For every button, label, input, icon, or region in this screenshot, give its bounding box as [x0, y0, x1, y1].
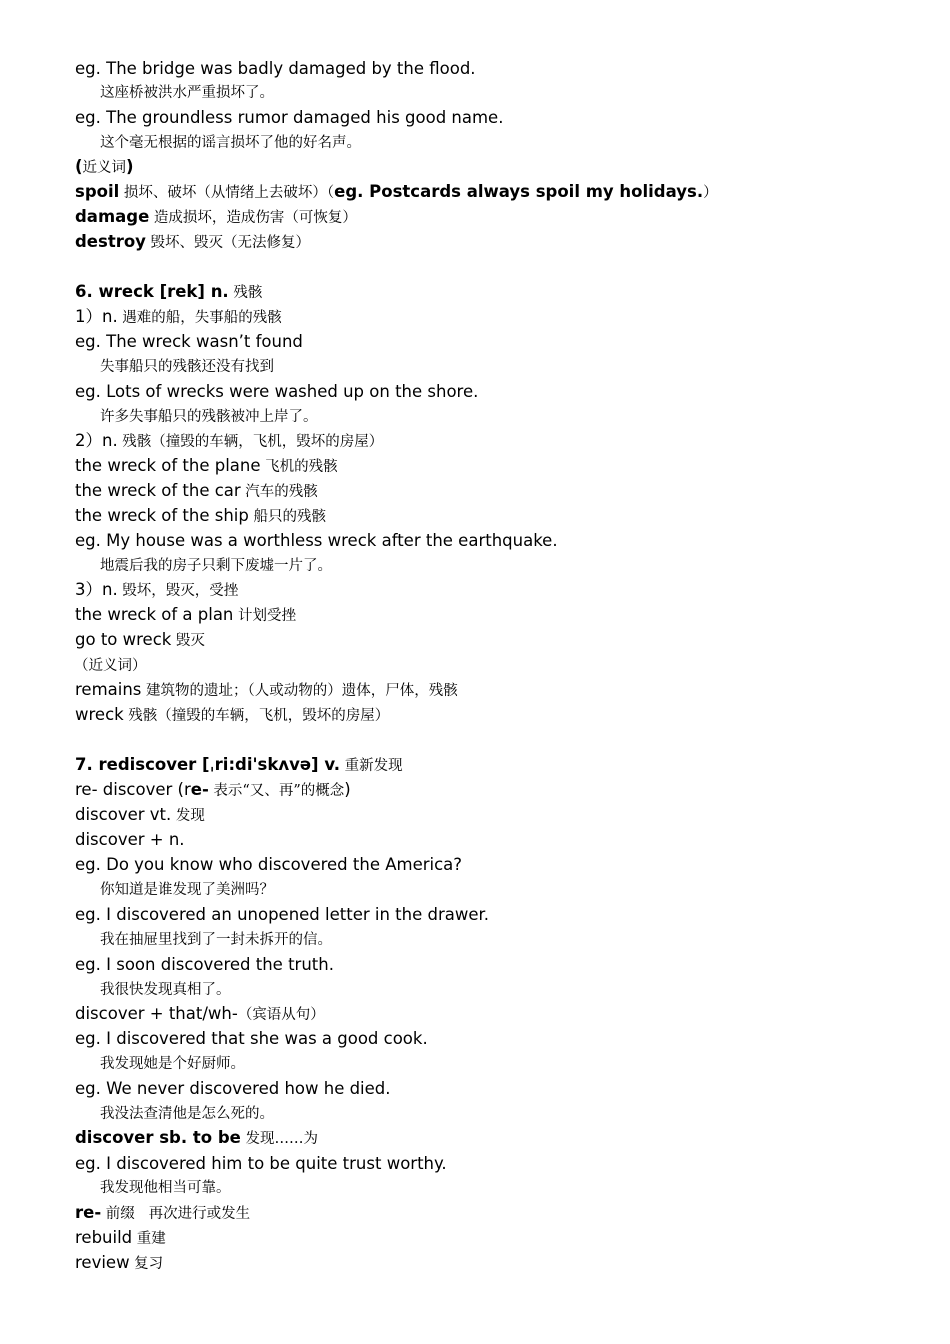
translation: 地震后我的房子只剩下废墟一片了。 [100, 558, 332, 574]
synonym-entry: destroy 毁坏、毁灭（无法修复） [75, 232, 311, 251]
translation: 你知道是谁发现了美洲吗？ [100, 882, 274, 898]
sense-line: discover vt. 发现 [75, 805, 205, 824]
translation: 我没法查清他是怎么死的。 [100, 1106, 274, 1122]
translation: 我发现他相当可靠。 [100, 1180, 231, 1196]
example-sentence: eg. The groundless rumor damaged his good name. [75, 108, 504, 127]
translation: 这个毫无根据的谣言损坏了他的好名声。 [100, 135, 361, 151]
translation: 我很快发现真相了。 [100, 982, 231, 998]
prefix-line: re- 前缀 再次进行或发生 [75, 1203, 251, 1222]
word-line: review 复习 [75, 1253, 164, 1272]
phrase-line: the wreck of a plan 计划受挫 [75, 605, 297, 624]
word-formation: re- discover (re- 表示“又、再”的概念) [75, 780, 351, 799]
sense-line: 1）n. 遇难的船，失事船的残骸 [75, 307, 282, 326]
entry-heading: 6. wreck [rek] n. 残骸 [75, 282, 263, 301]
translation: 失事船只的残骸还没有找到 [100, 359, 274, 375]
pattern-line: discover + n. [75, 830, 185, 849]
example-sentence: eg. I soon discovered the truth. [75, 955, 334, 974]
example-sentence: eg. I discovered an unopened letter in the drawer. [75, 905, 490, 924]
synonym-entry: remains 建筑物的遗址；（人或动物的）遗体，尸体，残骸 [75, 680, 458, 699]
translation: 我发现她是个好厨师。 [100, 1056, 245, 1072]
translation: 我在抽屉里找到了一封未拆开的信。 [100, 932, 332, 948]
pattern-line: discover sb. to be 发现……为 [75, 1128, 318, 1147]
example-sentence: eg. We never discovered how he died. [75, 1079, 391, 1098]
synonyms-heading: （近义词） [74, 658, 147, 674]
word-line: rebuild 重建 [75, 1228, 166, 1247]
example-sentence: eg. Lots of wrecks were washed up on the shore. [75, 382, 479, 401]
synonym-entry: damage 造成损坏，造成伤害（可恢复） [75, 207, 357, 226]
example-sentence: eg. I discovered that she was a good cook. [75, 1029, 428, 1048]
entry-heading: 7. rediscover [ˌri:di'skʌvə] v. 重新发现 [75, 755, 403, 774]
synonym-entry: wreck 残骸（撞毁的车辆，飞机，毁坏的房屋） [75, 705, 390, 724]
example-sentence: eg. The wreck wasn’t found [75, 332, 303, 351]
example-sentence: eg. Do you know who discovered the America? [75, 855, 463, 874]
synonym-entry: spoil 损坏、破坏（从情绪上去破坏）（eg. Postcards always spoil my holidays.） [75, 182, 718, 201]
sense-line: 2）n. 残骸（撞毁的车辆，飞机，毁坏的房屋） [75, 431, 384, 450]
pattern-line: discover + that/wh-（宾语从句） [75, 1004, 325, 1023]
translation: 许多失事船只的残骸被冲上岸了。 [100, 409, 318, 425]
example-sentence: eg. I discovered him to be quite trust worthy. [75, 1154, 447, 1173]
translation: 这座桥被洪水严重损坏了。 [100, 85, 274, 101]
phrase-line: the wreck of the ship 船只的残骸 [75, 506, 326, 525]
example-sentence: eg. The bridge was badly damaged by the flood. [75, 59, 476, 78]
phrase-line: go to wreck 毁灭 [75, 630, 205, 649]
sense-line: 3）n. 毁坏，毁灭，受挫 [75, 580, 239, 599]
phrase-line: the wreck of the car 汽车的残骸 [75, 481, 318, 500]
synonyms-heading: (近义词) [75, 157, 134, 176]
example-sentence: eg. My house was a worthless wreck after the earthquake. [75, 531, 558, 550]
phrase-line: the wreck of the plane 飞机的残骸 [75, 456, 338, 475]
